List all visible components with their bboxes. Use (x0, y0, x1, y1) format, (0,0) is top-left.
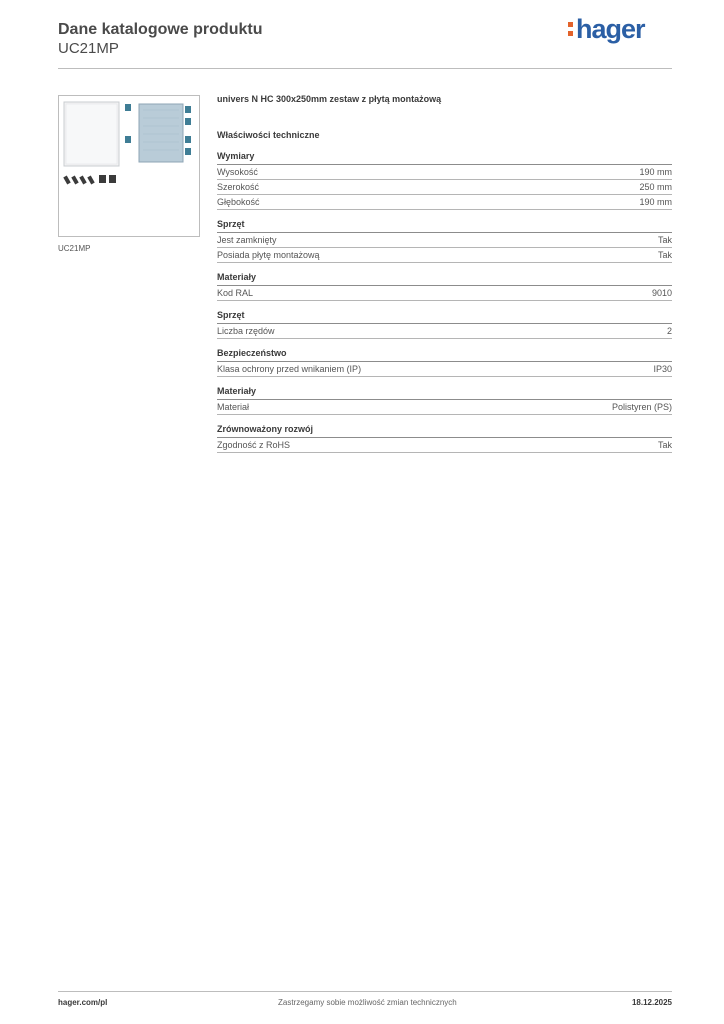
section-title: Materiały (217, 271, 672, 286)
product-image (58, 95, 200, 237)
spec-section-safety (217, 347, 672, 377)
spec-section-equipment-rows (217, 309, 672, 339)
enclosure-kit-illustration (59, 96, 199, 236)
spec-label: Głębokość (217, 197, 260, 207)
spec-section-equipment (217, 218, 672, 263)
spec-sheet (217, 90, 672, 461)
footer-website-link[interactable]: hager.com/pl (58, 998, 108, 1007)
spec-value: Tak (657, 440, 672, 450)
page-title: Dane katalogowe produktu (58, 21, 263, 38)
spec-value: IP30 (653, 364, 672, 374)
spec-row (217, 233, 672, 248)
footer-date: 18.12.2025 (631, 998, 672, 1007)
footer-divider (58, 991, 672, 992)
spec-row (217, 195, 672, 210)
hager-logo (568, 14, 645, 45)
spec-section-sustainability (217, 423, 672, 453)
spec-value: Polistyren (PS) (611, 402, 672, 412)
product-code: UC21MP (58, 40, 119, 57)
spec-row (217, 438, 672, 453)
spec-label: Liczba rzędów (217, 326, 275, 336)
section-title: Sprzęt (217, 309, 672, 324)
footer-notice: Zastrzegamy sobie możliwość zmian technicznych (278, 998, 457, 1007)
spec-row (217, 286, 672, 301)
spec-row (217, 248, 672, 263)
spec-value: 250 mm (639, 182, 672, 192)
spec-value: 9010 (651, 288, 672, 298)
section-title: Materiały (217, 385, 672, 400)
spec-row (217, 324, 672, 339)
spec-value: 190 mm (639, 167, 672, 177)
spec-value: 2 (666, 326, 672, 336)
spec-section-dimensions (217, 150, 672, 210)
spec-label: Kod RAL (217, 288, 254, 298)
spec-row (217, 362, 672, 377)
spec-value: 190 mm (639, 197, 672, 207)
logo-text: hager (576, 14, 645, 44)
spec-row (217, 400, 672, 415)
product-description: univers N HC 300x250mm zestaw z płytą montażową (217, 94, 442, 104)
spec-row (217, 180, 672, 195)
spec-label: Posiada płytę montażową (217, 250, 320, 260)
section-title: Zrównoważony rozwój (217, 423, 672, 438)
spec-label: Wysokość (217, 167, 258, 177)
technical-properties-heading: Właściwości techniczne (217, 130, 320, 140)
image-caption: UC21MP (58, 244, 91, 253)
section-title: Bezpieczeństwo (217, 347, 672, 362)
spec-label: Klasa ochrony przed wnikaniem (IP) (217, 364, 362, 374)
spec-row (217, 165, 672, 180)
spec-label: Szerokość (217, 182, 260, 192)
section-title: Wymiary (217, 150, 672, 165)
spec-section-material (217, 385, 672, 415)
spec-label: Zgodność z RoHS (217, 440, 291, 450)
header-divider (58, 68, 672, 69)
spec-value: Tak (657, 235, 672, 245)
spec-value: Tak (657, 250, 672, 260)
logo-colon-icon (568, 22, 573, 40)
spec-label: Materiał (217, 402, 250, 412)
spec-section-materials (217, 271, 672, 301)
spec-label: Jest zamknięty (217, 235, 277, 245)
section-title: Sprzęt (217, 218, 672, 233)
